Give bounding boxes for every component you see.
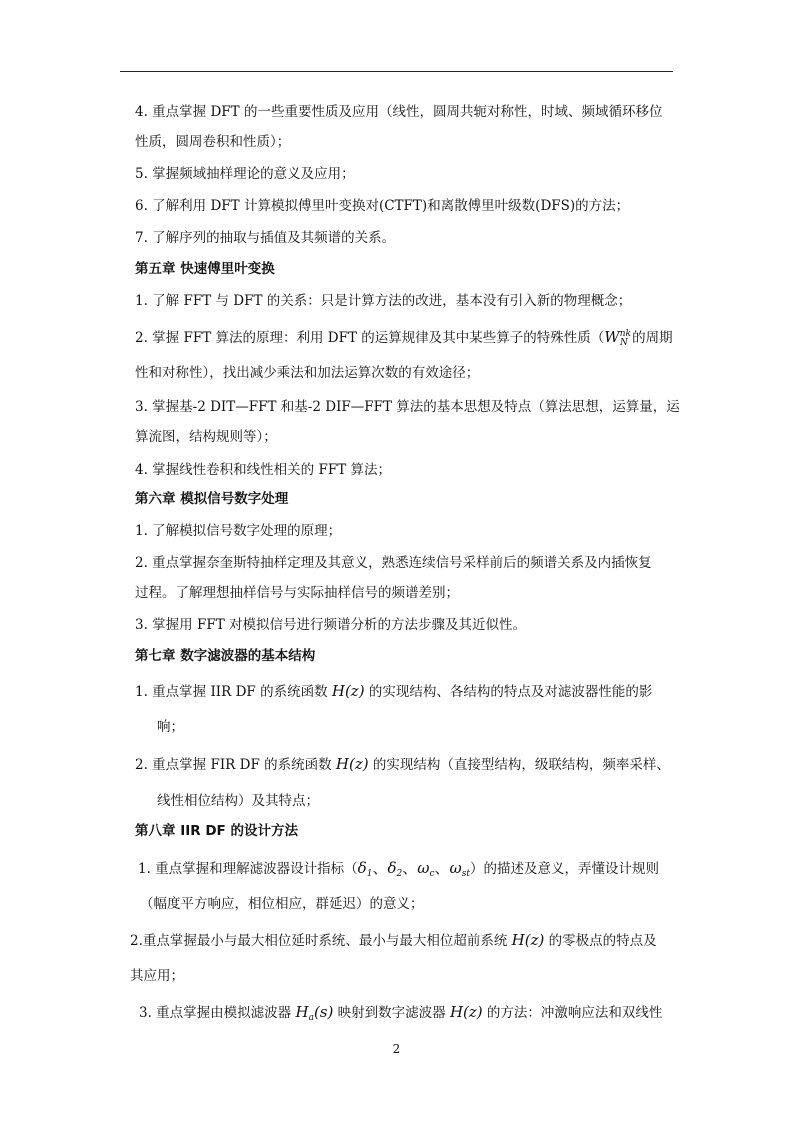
text-line: 6. 了解利用 DFT 计算模拟傅里叶变换对(CTFT)和离散傅里叶级数(DFS)的方法； xyxy=(135,198,630,214)
text-line: 算流图，结构规则等）； xyxy=(135,429,277,445)
text-segment: 2. 掌握 FFT 算法的原理：利用 DFT 的运算规律及其中某些算子的特殊性质（ xyxy=(135,330,605,346)
text-line: 2.重点掌握最小与最大相位延时系统、最小与最大相位超前系统 H(z) 的零极点的特点及 xyxy=(130,931,657,949)
text-line: 响； xyxy=(157,719,184,735)
chapter-heading: 第七章 数字滤波器的基本结构 xyxy=(135,648,316,664)
text-line: 7. 了解序列的抽取与插值及其频谱的关系。 xyxy=(135,230,396,246)
system-function-formula: H(z) xyxy=(511,931,545,949)
text-line: 线性相位结构）及其特点； xyxy=(157,793,319,809)
system-function-formula: H(z) xyxy=(335,755,369,773)
page-number: 2 xyxy=(392,1042,401,1056)
header-rule xyxy=(120,71,673,72)
text-line: 2. 重点掌握奈奎斯特抽样定理及其意义，熟悉连续信号采样前后的频谱关系及内插恢复 xyxy=(135,555,652,571)
text-line: 4. 重点掌握 DFT 的一些重要性质及应用（线性，圆周共轭对称性，时域、频域循环移位 xyxy=(135,104,663,120)
text-line: 3. 重点掌握由模拟滤波器 $H_a(s)$ 映射到数字滤波器 H(z) 的方法：冲激响应法和双线性 xyxy=(139,1003,663,1023)
text-line: 过程。了解理想抽样信号与实际抽样信号的频谱差别； xyxy=(135,585,459,601)
text-line: 4. 掌握线性卷积和线性相关的 FFT 算法； xyxy=(135,462,391,478)
text-line xyxy=(135,325,673,352)
twiddle-factor-formula: $W^{nk}_N$ xyxy=(604,328,631,348)
chapter-heading: 第六章 模拟信号数字处理 xyxy=(135,491,289,507)
system-function-formula: H(z) xyxy=(331,682,365,700)
text-line: （幅度平方响应，相位相应，群延迟）的意义； xyxy=(140,896,424,912)
text-line: 性和对称性），找出减少乘法和加法运算次数的有效途径； xyxy=(135,365,480,381)
text-line: 2. 重点掌握 FIR DF 的系统函数 H(z) 的实现结构（直接型结构，级联结构，频率采样、 xyxy=(135,755,670,773)
text-segment: 的周期 xyxy=(627,330,673,346)
text-line: 1. 重点掌握 IIR DF 的系统函数 H(z) 的实现结构、各结构的特点及对滤波器性能的影 xyxy=(135,682,653,700)
text-line: 5. 掌握频域抽样理论的意义及应用； xyxy=(135,166,355,182)
text-line: 3. 掌握基-2 DIT—FFT 和基-2 DIF—FFT 算法的基本思想及特点（算法思想，运算量，运 xyxy=(135,399,680,415)
text-line: 3. 掌握用 FFT 对模拟信号进行频谱分析的方法步骤及其近似性。 xyxy=(135,617,526,633)
text-line: 1. 了解 FFT 与 DFT 的关系：只是计算方法的改进，基本没有引入新的物理概念； xyxy=(135,293,632,309)
chapter-heading: 第八章 IIR DF 的设计方法 xyxy=(135,823,298,839)
chapter-heading: 第五章 快速傅里叶变换 xyxy=(135,261,275,277)
analog-filter-formula: $H_a(s)$ xyxy=(295,1003,334,1023)
text-line: 1. 了解模拟信号数字处理的原理； xyxy=(135,523,342,539)
text-line: 1. 重点掌握和理解滤波器设计指标（$\delta_1$、$\delta_2$、$\omega_c$、$\omega_{st}$）的描述及意义，弄懂设计规则 xyxy=(138,859,660,879)
system-function-formula: H(z) xyxy=(449,1003,483,1021)
text-line: 其应用； xyxy=(130,968,184,984)
filter-spec-formula: $\delta_1$、$\delta_2$、$\omega_c$、$\omega_{st}$ xyxy=(357,859,471,879)
text-line: 性质，圆周卷积和性质）； xyxy=(135,134,291,150)
